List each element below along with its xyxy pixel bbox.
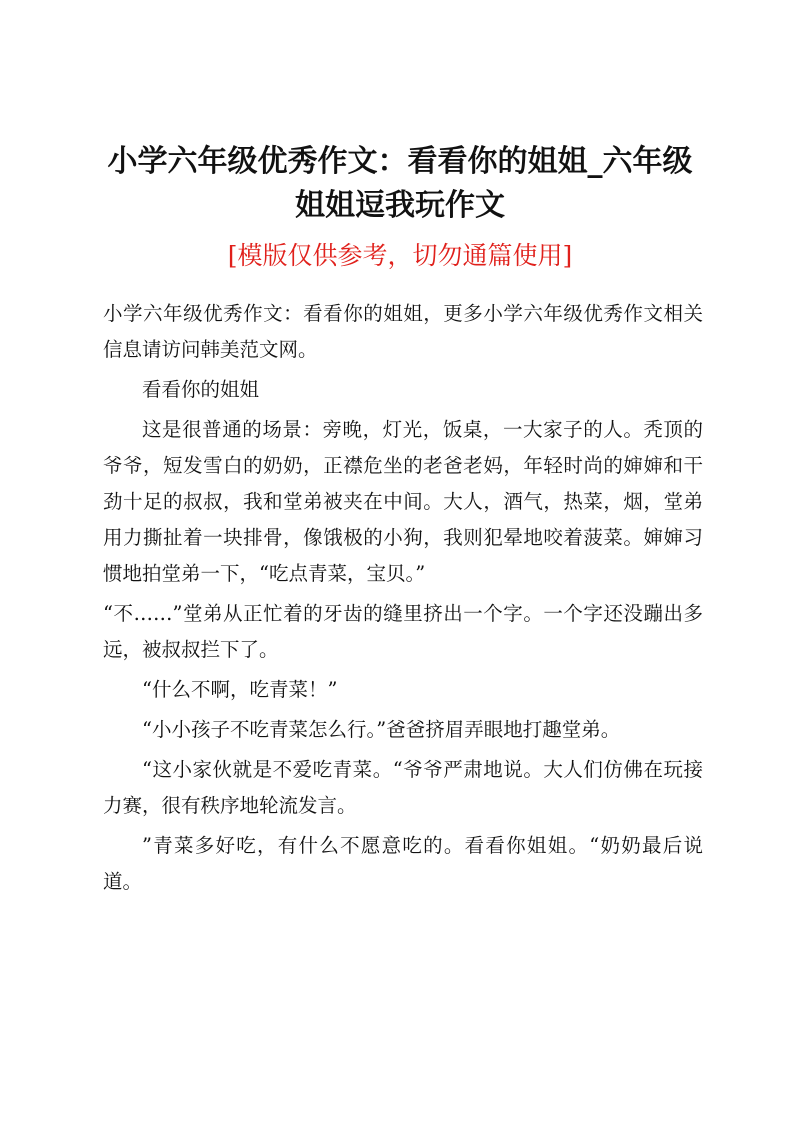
paragraph-father-line: “小小孩子不吃青菜怎么行。”爸爸挤眉弄眼地打趣堂弟。 (142, 718, 621, 741)
paragraph-cousin-reply: “不……”堂弟从正忙着的牙齿的缝里挤出一个字。一个字还没蹦出多远，被叔叔拦下了。 (103, 602, 703, 661)
paragraph-intro: 小学六年级优秀作文：看看你的姐姐，更多小学六年级优秀作文相关信息请访问韩美范文网。 (103, 302, 703, 361)
paragraph-grandpa-line: “这小家伙就是不爱吃青菜。“爷爷严肃地说。大人们仿佛在玩接力赛，很有秩序地轮流发言。 (103, 758, 703, 817)
paragraph-heading: 看看你的姐姐 (142, 378, 260, 401)
paragraph-scene: 这是很普通的场景：旁晚，灯光，饭桌，一大家子的人。秃顶的爷爷，短发雪白的奶奶，正襟危坐的老爸老妈，年轻时尚的婶婶和干劲十足的叔叔，我和堂弟被夹在中间。大人，酒气，热菜，烟，堂弟用力撕扯着一块排骨，像饿极的小狗，我则犯晕地咬着菠菜。婶婶习惯地拍堂弟一下，“吃点青菜，宝贝。” (103, 418, 703, 585)
document-body (103, 296, 703, 904)
paragraph-uncle-line: “什么不啊，吃青菜！” (142, 678, 338, 701)
paragraph-grandma-line: ”青菜多好吃，有什么不愿意吃的。看看你姐姐。“奶奶最后说道。 (103, 834, 703, 893)
template-notice: [模版仅供参考，切勿通篇使用] (227, 241, 573, 270)
document-title: 小学六年级优秀作文：看看你的姐姐_六年级姐姐逗我玩作文 (107, 144, 693, 223)
